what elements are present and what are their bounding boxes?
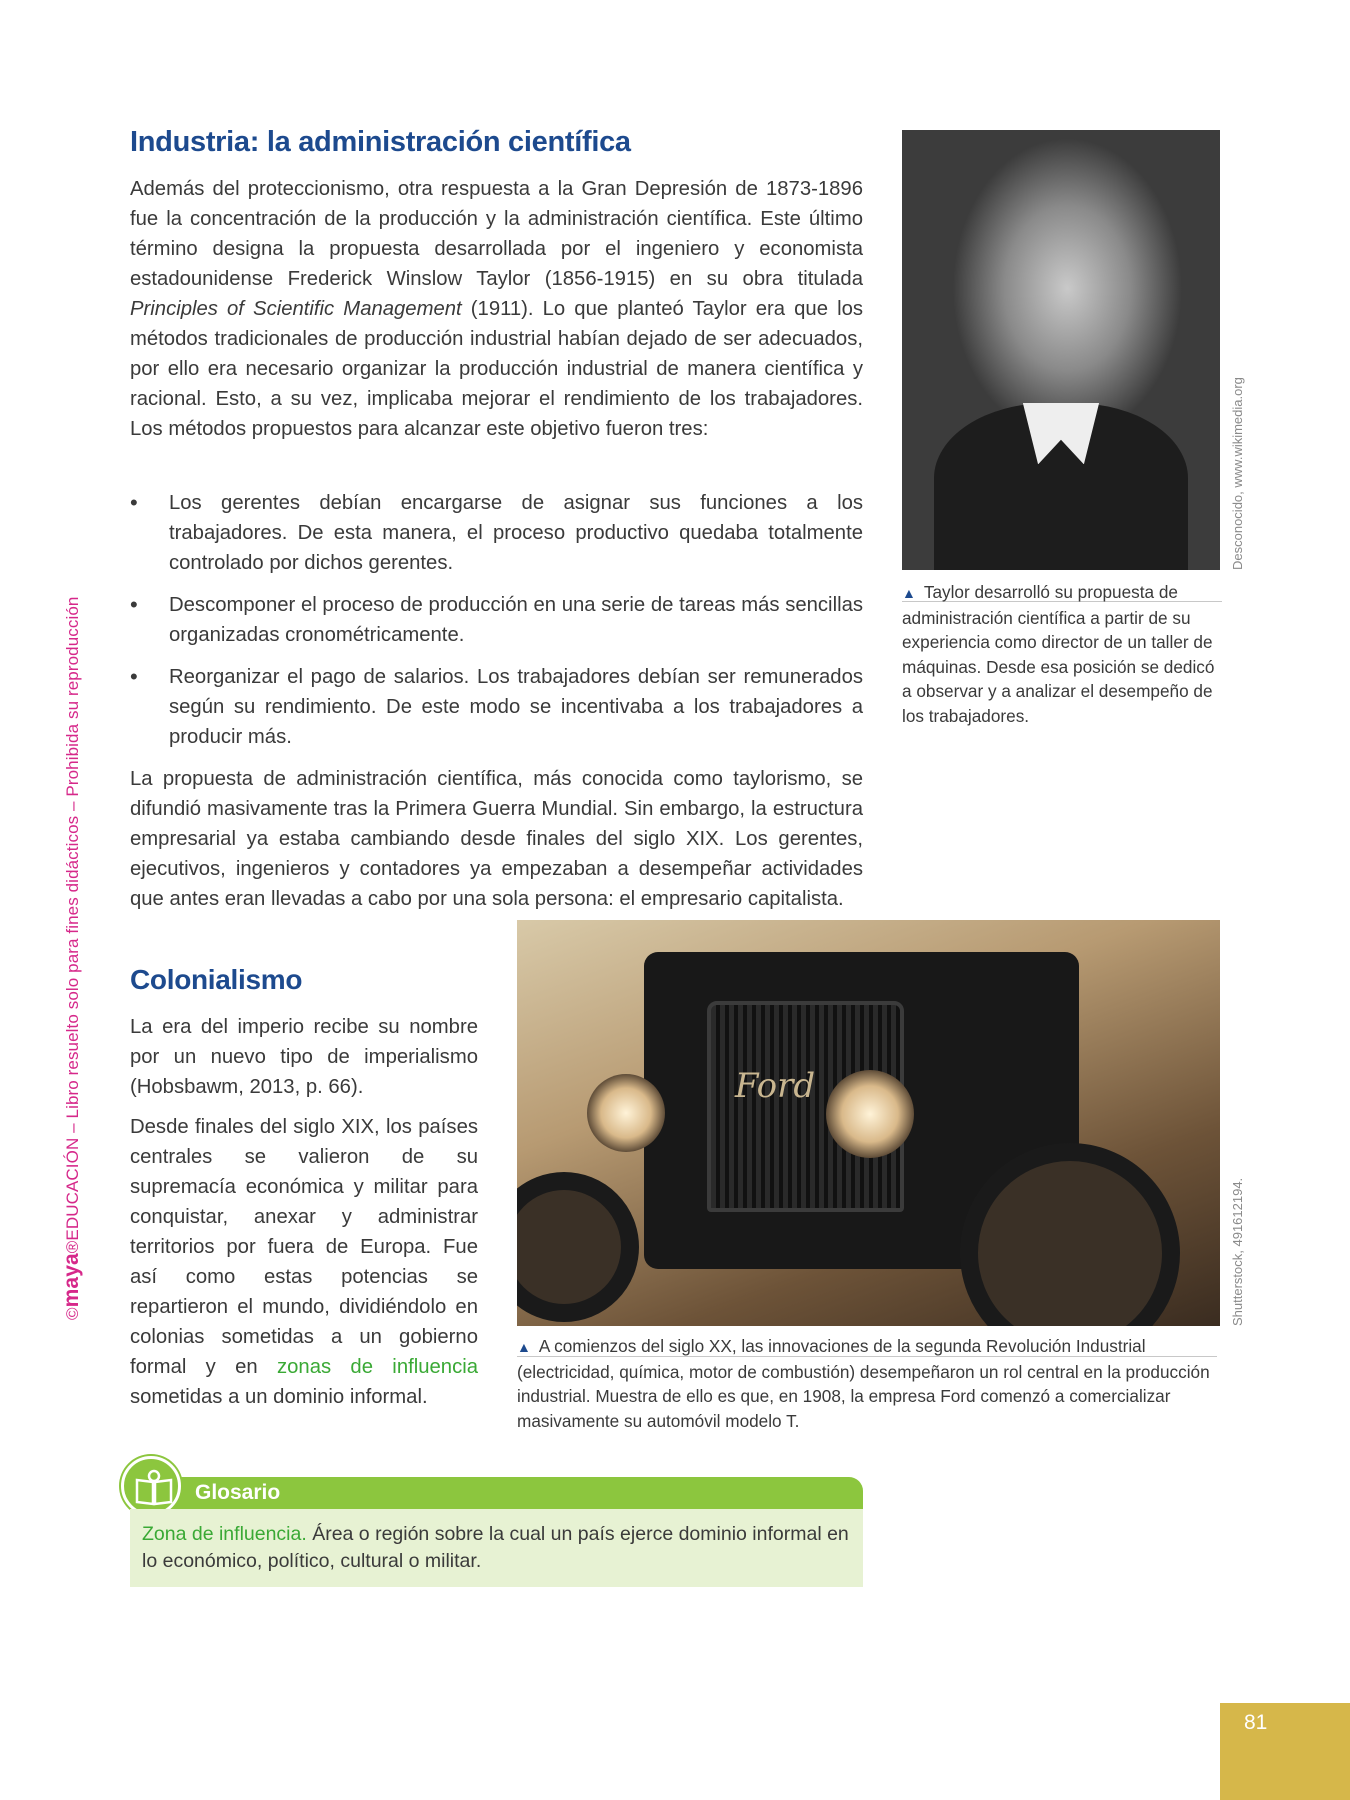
list-item-text: Los gerentes debían encargarse de asignar sus funciones a los trabajadores. De esta manera, el proceso productivo quedaba totalmente controlado por dichos gerentes. bbox=[169, 492, 863, 574]
copyright-sidebar bbox=[60, 500, 84, 1320]
bullet-icon: • bbox=[130, 592, 138, 617]
methods-list bbox=[130, 488, 863, 764]
copyright-symbol: © bbox=[63, 1307, 82, 1320]
paragraph-imperio: La era del imperio recibe su nombre por un nuevo tipo de imperialismo (Hobsbawm, 2013, p. 66). bbox=[130, 1016, 478, 1098]
caption-taylor-text: Taylor desarrolló su propuesta de administración científica a partir de su experiencia como director de un taller de máquinas. Desde esa posición se dedicó a observar y a analizar el desempeño de los trabajadores. bbox=[902, 582, 1215, 726]
brand-logo: maya bbox=[60, 1253, 83, 1308]
list-item bbox=[130, 488, 863, 578]
caption-taylor bbox=[902, 580, 1222, 728]
copyright-text: EDUCACIÓN – Libro resuelto solo para fines didácticos – Prohibida su reproducción bbox=[63, 596, 82, 1241]
paragraph-taylorismo: La propuesta de administración científica, más conocida como taylorismo, se difundió masivamente tras la Primera Guerra Mundial. Sin embargo, la estructura empresarial ya estaba cambiando desde finales del siglo XIX. Los gerentes, ejecutivos, ingenieros y contadores ya empezaban a desempeñar actividades que antes eran llevadas a cabo por una sola persona: el empresario capitalista. bbox=[130, 768, 863, 910]
car-wheel-left bbox=[517, 1172, 639, 1322]
glossary-heading: Glosario bbox=[195, 1481, 281, 1504]
glossary-link[interactable]: zonas de influencia bbox=[277, 1356, 479, 1378]
glossary-term: Zona de influencia. bbox=[142, 1523, 307, 1545]
section-title-colonialismo: Colonialismo bbox=[130, 964, 303, 995]
ford-model-t-photo bbox=[517, 920, 1220, 1326]
bullet-icon: • bbox=[130, 490, 138, 515]
section-title-industria: Industria: la administración científica bbox=[130, 126, 631, 158]
ford-badge: Ford bbox=[734, 1066, 816, 1107]
triangle-up-icon: ▲ bbox=[902, 585, 916, 601]
paragraph-potencias-start: Desde finales del siglo XIX, los países centrales se valieron de su supremacía económica y militar para conquistar, anexar y administrar territorios por fuera de Europa. Fue así como estas potencias se repartieron el mundo, dividiéndolo en colonias sometidas a un gobierno formal y en bbox=[130, 1116, 478, 1378]
glossary-definition: Área o región sobre la cual un país ejerce dominio informal en lo económico, político, cultural o militar. bbox=[142, 1523, 849, 1572]
paragraph-taylor-start: Además del proteccionismo, otra respuesta a la Gran Depresión de 1873-1896 fue la concentración de la producción y la administración científica. Este último término designa la propuesta desarrollada por el ingeniero y economista estadounidense Frederick Winslow Taylor (1856-1915) en su obra titulada bbox=[130, 178, 863, 290]
list-item bbox=[130, 590, 863, 650]
glossary-header bbox=[130, 1477, 863, 1509]
glossary-entry bbox=[130, 1509, 863, 1587]
book-title: Principles of Scientific Management bbox=[130, 298, 462, 320]
paragraph-taylor-end: (1911). Lo que planteó Taylor era que los métodos tradicionales de producción industrial habían dejado de ser adecuados, por ello era necesario organizar la producción industrial de manera científica y racional. Esto, a su vez, implicaba mejorar el rendimiento de los trabajadores. Los métodos propuestos para alcanzar este objetivo fueron tres: bbox=[130, 298, 864, 440]
caption-ford bbox=[517, 1334, 1217, 1433]
caption-ford-text: A comienzos del siglo XX, las innovaciones de la segunda Revolución Industrial (electricidad, química, motor de combustión) desempeñaron un rol central en la producción industrial. Muestra de ello es que, en 1908, la empresa Ford comenzó a comercializar masivamente su automóvil modelo T. bbox=[517, 1336, 1210, 1431]
bullet-icon: • bbox=[130, 664, 138, 689]
book-icon bbox=[121, 1456, 181, 1516]
list-item-text: Descomponer el proceso de producción en una serie de tareas más sencillas organizadas cronométricamente. bbox=[169, 594, 863, 646]
paragraph-taylor bbox=[130, 174, 863, 444]
photo-credit-taylor: Desconocido, www.wikimedia.org bbox=[1230, 377, 1245, 570]
taylor-portrait-photo bbox=[902, 130, 1220, 570]
list-item-text: Reorganizar el pago de salarios. Los trabajadores debían ser remunerados según su rendimiento. De este modo se incentivaba a los trabajadores a producir más. bbox=[169, 666, 863, 748]
triangle-up-icon: ▲ bbox=[517, 1339, 531, 1355]
paragraph-potencias-end: sometidas a un dominio informal. bbox=[130, 1386, 428, 1408]
paragraph-potencias bbox=[130, 1112, 478, 1412]
car-headlamp-right bbox=[826, 1070, 914, 1158]
page-number-box bbox=[1220, 1703, 1350, 1800]
book-icon-graphic bbox=[133, 1468, 175, 1510]
photo-credit-car: Shutterstock, 491612194. bbox=[1230, 1177, 1245, 1326]
registered-symbol: ® bbox=[63, 1240, 82, 1254]
colonialismo-text bbox=[130, 1012, 478, 1422]
page-number: 81 bbox=[1244, 1711, 1268, 1734]
list-item bbox=[130, 662, 863, 752]
